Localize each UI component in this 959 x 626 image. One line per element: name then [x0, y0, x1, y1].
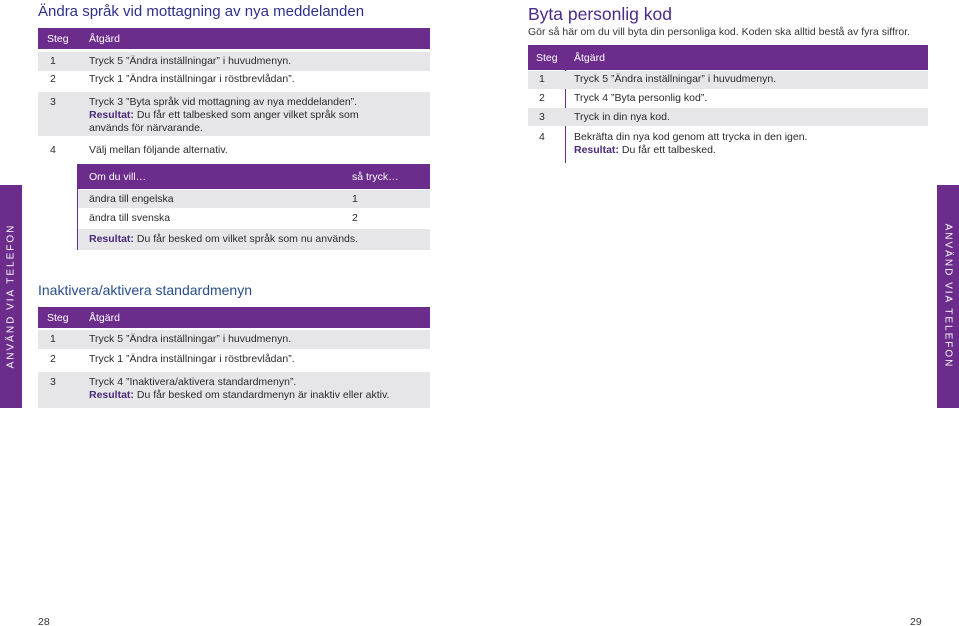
subtable-header-if: Om du vill…: [89, 170, 147, 183]
step-text: Tryck 1 ”Ändra inställningar i röstbrevlådan”.: [89, 73, 295, 85]
section-title-code: Byta personlig kod: [528, 4, 672, 24]
step-number: 1: [50, 333, 56, 345]
side-tab-label: ANVÄND VIA TELEFON: [5, 223, 17, 369]
option-text: ändra till svenska: [89, 212, 171, 224]
side-tab-right: [937, 185, 959, 408]
header-step: Steg: [536, 51, 558, 64]
header-action: Åtgärd: [89, 311, 120, 324]
table-row: [38, 92, 430, 136]
section-intro: Gör så här om du vill byta din personliga kod. Koden ska alltid bestå av fyra siffror.: [528, 26, 911, 38]
section-title-menu: Inaktivera/aktivera standardmenyn: [38, 282, 252, 298]
table-row: [38, 71, 430, 89]
table-row: [38, 52, 430, 71]
step-text: Tryck 4 ”Byta personlig kod”.: [574, 92, 708, 104]
table-row: [528, 108, 928, 126]
step-number: 3: [539, 111, 545, 123]
subtable-row: [78, 190, 430, 208]
side-tab-label: ANVÄND VIA TELEFON: [942, 223, 954, 369]
header-step: Steg: [47, 32, 69, 45]
option-key: 2: [352, 212, 358, 224]
section-title-language: Ändra språk vid mottagning av nya meddelanden: [38, 3, 365, 20]
table-row: [38, 330, 430, 349]
side-tab-left: [0, 185, 22, 408]
step-number: 3: [50, 96, 56, 108]
subtable-header-press: så tryck…: [352, 170, 399, 183]
step-number: 4: [50, 144, 56, 156]
result-label: Resultat:: [574, 144, 619, 156]
table-row: [38, 350, 430, 369]
result-label: Resultat:: [89, 233, 134, 245]
step-number: 2: [50, 353, 56, 365]
step-number: 4: [539, 131, 545, 143]
table-row: [38, 140, 430, 160]
step-number: 1: [50, 55, 56, 67]
header-step: Steg: [47, 311, 69, 324]
step-text: [574, 131, 914, 157]
result-line: [89, 233, 358, 246]
step-number: 2: [50, 73, 56, 85]
subtable-result-row: [78, 229, 430, 250]
table-row: [528, 71, 928, 89]
step-text: Tryck 1 ”Ändra inställningar i röstbrevlådan”.: [89, 353, 295, 365]
header-action: Åtgärd: [89, 32, 120, 45]
table-header: [38, 307, 430, 328]
step-text: [89, 96, 389, 135]
result-text: Du får besked om vilket språk som nu används.: [133, 233, 359, 245]
option-text: ändra till engelska: [89, 193, 174, 205]
result-text: Du får besked om standardmenyn är inaktiv eller aktiv.: [133, 389, 390, 401]
table-row: [38, 372, 430, 408]
subtable-header: [78, 164, 430, 189]
result-text: Du får ett talbesked som anger vilket språk som används för närvarande.: [89, 109, 359, 134]
step-text: [89, 376, 419, 402]
step-instruction: Tryck 3 ”Byta språk vid mottagning av nya meddelanden”.: [89, 96, 358, 108]
option-key: 1: [352, 193, 358, 205]
step-number: 1: [539, 73, 545, 85]
step-number: 2: [539, 92, 545, 104]
result-text: Du får ett talbesked.: [618, 144, 716, 156]
step-text: Tryck 5 ”Ändra inställningar” i huvudmenyn.: [89, 55, 292, 67]
page-number-right: 29: [910, 616, 922, 626]
step-text: Välj mellan följande alternativ.: [89, 144, 228, 156]
step-instruction: Tryck 4 ”Inaktivera/aktivera standardmenyn”.: [89, 376, 297, 388]
table-header: [528, 45, 928, 70]
result-label: Resultat:: [89, 389, 134, 401]
step-text: Tryck in din nya kod.: [574, 111, 670, 123]
step-text: Tryck 5 ”Ändra inställningar” i huvudmenyn.: [89, 333, 292, 345]
header-action: Åtgärd: [574, 51, 605, 64]
step-instruction: Bekräfta din nya kod genom att trycka in den igen.: [574, 131, 808, 143]
page-number-left: 28: [38, 616, 50, 626]
table-row: [528, 89, 928, 107]
step-number: 3: [50, 376, 56, 388]
table-header: [38, 28, 430, 49]
subtable-row: [78, 208, 430, 228]
result-label: Resultat:: [89, 109, 134, 121]
table-row: [528, 127, 928, 163]
step-text: Tryck 5 ”Ändra inställningar” i huvudmenyn.: [574, 73, 777, 85]
